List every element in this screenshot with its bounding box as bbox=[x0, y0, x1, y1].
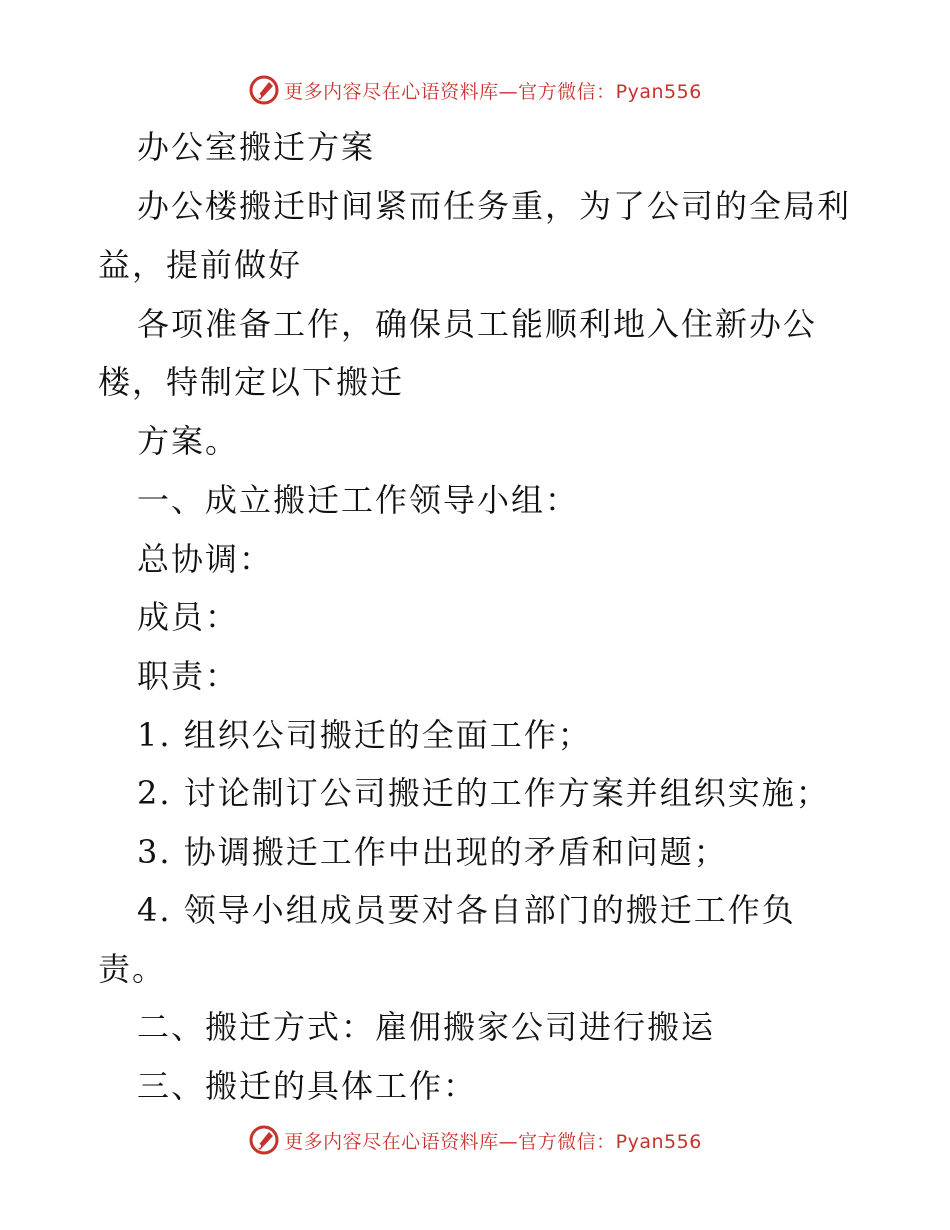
section-heading: 三、搬迁的具体工作： bbox=[137, 1067, 478, 1105]
doc-line: 益，提前做好 bbox=[98, 246, 303, 284]
doc-title: 办公室搬迁方案 bbox=[137, 128, 376, 166]
doc-line: 总协调： bbox=[137, 540, 274, 578]
pen-logo-icon bbox=[248, 1124, 280, 1156]
section-heading: 一、成立搬迁工作领导小组： bbox=[137, 481, 580, 519]
list-item: 2. 讨论制订公司搬迁的工作方案并组织实施； bbox=[137, 774, 830, 812]
doc-line: 办公楼搬迁时间紧而任务重，为了公司的全局利 bbox=[137, 187, 852, 225]
pen-logo-icon bbox=[248, 74, 280, 106]
doc-line: 方案。 bbox=[137, 422, 240, 460]
watermark-handle: Pyan556 bbox=[615, 80, 702, 103]
watermark-label: 更多内容尽在心语资料库—官方微信： bbox=[284, 80, 616, 103]
list-item: 4. 领导小组成员要对各自部门的搬迁工作负 bbox=[137, 891, 796, 929]
doc-line: 职责： bbox=[137, 657, 240, 695]
doc-line: 成员： bbox=[137, 598, 240, 636]
list-item: 3. 协调搬迁工作中出现的矛盾和问题； bbox=[137, 833, 728, 871]
doc-line: 楼，特制定以下搬迁 bbox=[98, 363, 405, 401]
watermark-label: 更多内容尽在心语资料库—官方微信： bbox=[284, 1130, 616, 1153]
doc-line: 各项准备工作，确保员工能顺利地入住新办公 bbox=[137, 305, 818, 343]
list-item-continuation: 责。 bbox=[98, 950, 167, 988]
watermark-banner-bottom bbox=[0, 1120, 950, 1160]
watermark-text bbox=[284, 77, 702, 104]
section-heading: 二、搬迁方式：雇佣搬家公司进行搬运 bbox=[137, 1008, 716, 1046]
watermark-handle: Pyan556 bbox=[615, 1130, 702, 1153]
watermark-banner-top bbox=[0, 70, 950, 110]
watermark-text bbox=[284, 1127, 702, 1154]
list-item: 1. 组织公司搬迁的全面工作； bbox=[137, 716, 592, 754]
